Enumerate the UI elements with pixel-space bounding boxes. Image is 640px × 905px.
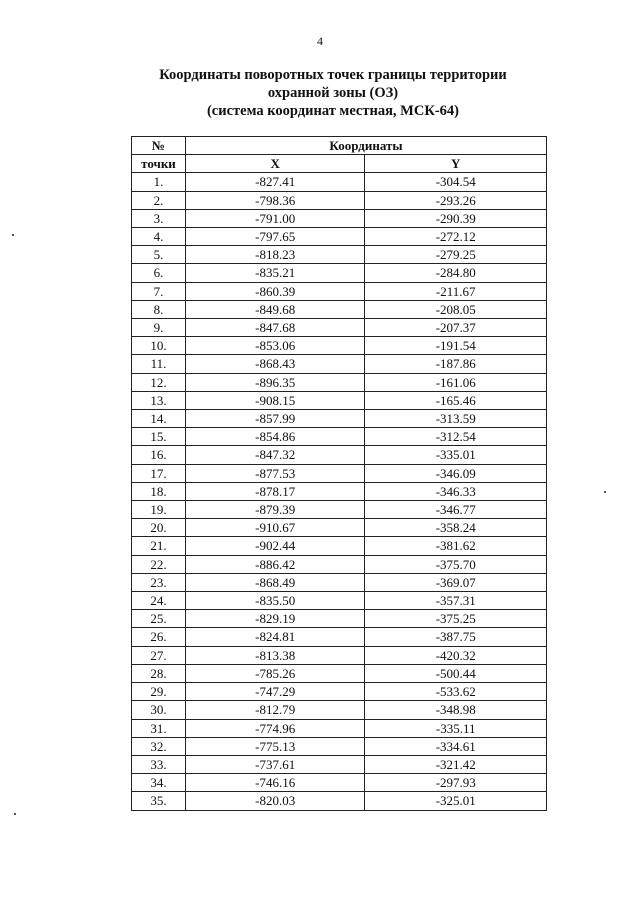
document-title xyxy=(60,66,606,120)
table-row xyxy=(132,555,547,573)
point-number-cell: 16. xyxy=(132,446,186,464)
y-coordinate-cell: -387.75 xyxy=(365,628,547,646)
table-row xyxy=(132,464,547,482)
title-line-3: (система координат местная, МСК-64) xyxy=(206,103,460,119)
x-coordinate-cell: -868.43 xyxy=(185,355,365,373)
x-coordinate-cell: -747.29 xyxy=(185,683,365,701)
y-coordinate-cell: -335.11 xyxy=(365,719,547,737)
point-number-cell: 23. xyxy=(132,573,186,591)
x-coordinate-cell: -737.61 xyxy=(185,755,365,773)
point-number-cell: 22. xyxy=(132,555,186,573)
y-coordinate-cell: -187.86 xyxy=(365,355,547,373)
point-number-cell: 13. xyxy=(132,391,186,409)
x-coordinate-cell: -847.68 xyxy=(185,319,365,337)
y-coordinate-cell: -290.39 xyxy=(365,209,547,227)
x-coordinate-cell: -878.17 xyxy=(185,482,365,500)
table-row xyxy=(132,300,547,318)
point-number-cell: 14. xyxy=(132,410,186,428)
header-coordinates: Координаты xyxy=(185,137,546,155)
table-row xyxy=(132,664,547,682)
y-coordinate-cell: -369.07 xyxy=(365,573,547,591)
table-row xyxy=(132,282,547,300)
scan-speck xyxy=(604,491,606,493)
y-coordinate-cell: -313.59 xyxy=(365,410,547,428)
point-number-cell: 2. xyxy=(132,191,186,209)
table-row xyxy=(132,391,547,409)
point-number-cell: 18. xyxy=(132,482,186,500)
table-row xyxy=(132,428,547,446)
table-row xyxy=(132,173,547,191)
point-number-cell: 7. xyxy=(132,282,186,300)
point-number-cell: 10. xyxy=(132,337,186,355)
y-coordinate-cell: -358.24 xyxy=(365,519,547,537)
point-number-cell: 24. xyxy=(132,592,186,610)
x-coordinate-cell: -853.06 xyxy=(185,337,365,355)
point-number-cell: 29. xyxy=(132,683,186,701)
x-coordinate-cell: -879.39 xyxy=(185,501,365,519)
point-number-cell: 6. xyxy=(132,264,186,282)
scan-speck xyxy=(14,813,16,815)
x-coordinate-cell: -854.86 xyxy=(185,428,365,446)
point-number-cell: 5. xyxy=(132,246,186,264)
point-number-cell: 9. xyxy=(132,319,186,337)
x-coordinate-cell: -877.53 xyxy=(185,464,365,482)
point-number-cell: 15. xyxy=(132,428,186,446)
y-coordinate-cell: -533.62 xyxy=(365,683,547,701)
x-coordinate-cell: -791.00 xyxy=(185,209,365,227)
x-coordinate-cell: -818.23 xyxy=(185,246,365,264)
point-number-cell: 17. xyxy=(132,464,186,482)
y-coordinate-cell: -272.12 xyxy=(365,228,547,246)
table-row xyxy=(132,228,547,246)
header-row-1 xyxy=(132,137,547,155)
y-coordinate-cell: -325.01 xyxy=(365,792,547,810)
table-row xyxy=(132,792,547,810)
point-number-cell: 30. xyxy=(132,701,186,719)
table-row xyxy=(132,501,547,519)
table-row xyxy=(132,646,547,664)
y-coordinate-cell: -161.06 xyxy=(365,373,547,391)
y-coordinate-cell: -357.31 xyxy=(365,592,547,610)
y-coordinate-cell: -191.54 xyxy=(365,337,547,355)
y-coordinate-cell: -284.80 xyxy=(365,264,547,282)
y-coordinate-cell: -375.70 xyxy=(365,555,547,573)
scan-speck xyxy=(12,234,14,236)
point-number-cell: 20. xyxy=(132,519,186,537)
table-row xyxy=(132,355,547,373)
table-row xyxy=(132,373,547,391)
y-coordinate-cell: -279.25 xyxy=(365,246,547,264)
x-coordinate-cell: -813.38 xyxy=(185,646,365,664)
x-coordinate-cell: -886.42 xyxy=(185,555,365,573)
point-number-cell: 31. xyxy=(132,719,186,737)
point-number-cell: 26. xyxy=(132,628,186,646)
header-y: Y xyxy=(365,155,547,173)
y-coordinate-cell: -375.25 xyxy=(365,610,547,628)
point-number-cell: 19. xyxy=(132,501,186,519)
table-row xyxy=(132,246,547,264)
x-coordinate-cell: -868.49 xyxy=(185,573,365,591)
x-coordinate-cell: -835.21 xyxy=(185,264,365,282)
x-coordinate-cell: -896.35 xyxy=(185,373,365,391)
table-row xyxy=(132,719,547,737)
point-number-cell: 12. xyxy=(132,373,186,391)
table-row xyxy=(132,573,547,591)
x-coordinate-cell: -910.67 xyxy=(185,519,365,537)
x-coordinate-cell: -849.68 xyxy=(185,300,365,318)
point-number-cell: 28. xyxy=(132,664,186,682)
y-coordinate-cell: -420.32 xyxy=(365,646,547,664)
y-coordinate-cell: -211.67 xyxy=(365,282,547,300)
x-coordinate-cell: -857.99 xyxy=(185,410,365,428)
x-coordinate-cell: -829.19 xyxy=(185,610,365,628)
x-coordinate-cell: -746.16 xyxy=(185,774,365,792)
y-coordinate-cell: -207.37 xyxy=(365,319,547,337)
y-coordinate-cell: -208.05 xyxy=(365,300,547,318)
table-row xyxy=(132,410,547,428)
x-coordinate-cell: -835.50 xyxy=(185,592,365,610)
y-coordinate-cell: -346.09 xyxy=(365,464,547,482)
x-coordinate-cell: -824.81 xyxy=(185,628,365,646)
x-coordinate-cell: -797.65 xyxy=(185,228,365,246)
table-row xyxy=(132,683,547,701)
point-number-cell: 8. xyxy=(132,300,186,318)
x-coordinate-cell: -908.15 xyxy=(185,391,365,409)
table-row xyxy=(132,519,547,537)
table-row xyxy=(132,446,547,464)
table-row xyxy=(132,701,547,719)
y-coordinate-cell: -304.54 xyxy=(365,173,547,191)
table-row xyxy=(132,191,547,209)
y-coordinate-cell: -346.77 xyxy=(365,501,547,519)
y-coordinate-cell: -500.44 xyxy=(365,664,547,682)
table-row xyxy=(132,482,547,500)
point-number-cell: 35. xyxy=(132,792,186,810)
x-coordinate-cell: -860.39 xyxy=(185,282,365,300)
table-row xyxy=(132,774,547,792)
point-number-cell: 11. xyxy=(132,355,186,373)
x-coordinate-cell: -847.32 xyxy=(185,446,365,464)
point-number-cell: 27. xyxy=(132,646,186,664)
header-points-label: точки xyxy=(132,155,186,173)
y-coordinate-cell: -346.33 xyxy=(365,482,547,500)
point-number-cell: 33. xyxy=(132,755,186,773)
y-coordinate-cell: -348.98 xyxy=(365,701,547,719)
y-coordinate-cell: -165.46 xyxy=(365,391,547,409)
header-num-label: № xyxy=(132,137,186,155)
coordinates-table xyxy=(131,136,547,811)
table-row xyxy=(132,592,547,610)
x-coordinate-cell: -785.26 xyxy=(185,664,365,682)
header-x: X xyxy=(185,155,365,173)
point-number-cell: 32. xyxy=(132,737,186,755)
page-number: 4 xyxy=(317,34,323,48)
title-line-1: Координаты поворотных точек границы территории xyxy=(159,67,507,83)
x-coordinate-cell: -820.03 xyxy=(185,792,365,810)
table-row xyxy=(132,737,547,755)
point-number-cell: 34. xyxy=(132,774,186,792)
y-coordinate-cell: -321.42 xyxy=(365,755,547,773)
point-number-cell: 3. xyxy=(132,209,186,227)
header-row-2 xyxy=(132,155,547,173)
table-row xyxy=(132,755,547,773)
x-coordinate-cell: -774.96 xyxy=(185,719,365,737)
x-coordinate-cell: -902.44 xyxy=(185,537,365,555)
point-number-cell: 21. xyxy=(132,537,186,555)
x-coordinate-cell: -798.36 xyxy=(185,191,365,209)
y-coordinate-cell: -312.54 xyxy=(365,428,547,446)
x-coordinate-cell: -775.13 xyxy=(185,737,365,755)
y-coordinate-cell: -297.93 xyxy=(365,774,547,792)
x-coordinate-cell: -812.79 xyxy=(185,701,365,719)
x-coordinate-cell: -827.41 xyxy=(185,173,365,191)
y-coordinate-cell: -381.62 xyxy=(365,537,547,555)
point-number-cell: 25. xyxy=(132,610,186,628)
point-number-cell: 4. xyxy=(132,228,186,246)
y-coordinate-cell: -293.26 xyxy=(365,191,547,209)
table-row xyxy=(132,264,547,282)
y-coordinate-cell: -335.01 xyxy=(365,446,547,464)
point-number-cell: 1. xyxy=(132,173,186,191)
table-row xyxy=(132,610,547,628)
table-row xyxy=(132,628,547,646)
table-row xyxy=(132,319,547,337)
table-row xyxy=(132,209,547,227)
table-row xyxy=(132,337,547,355)
title-line-2: охранной зоны (ОЗ) xyxy=(267,85,399,101)
table-row xyxy=(132,537,547,555)
y-coordinate-cell: -334.61 xyxy=(365,737,547,755)
